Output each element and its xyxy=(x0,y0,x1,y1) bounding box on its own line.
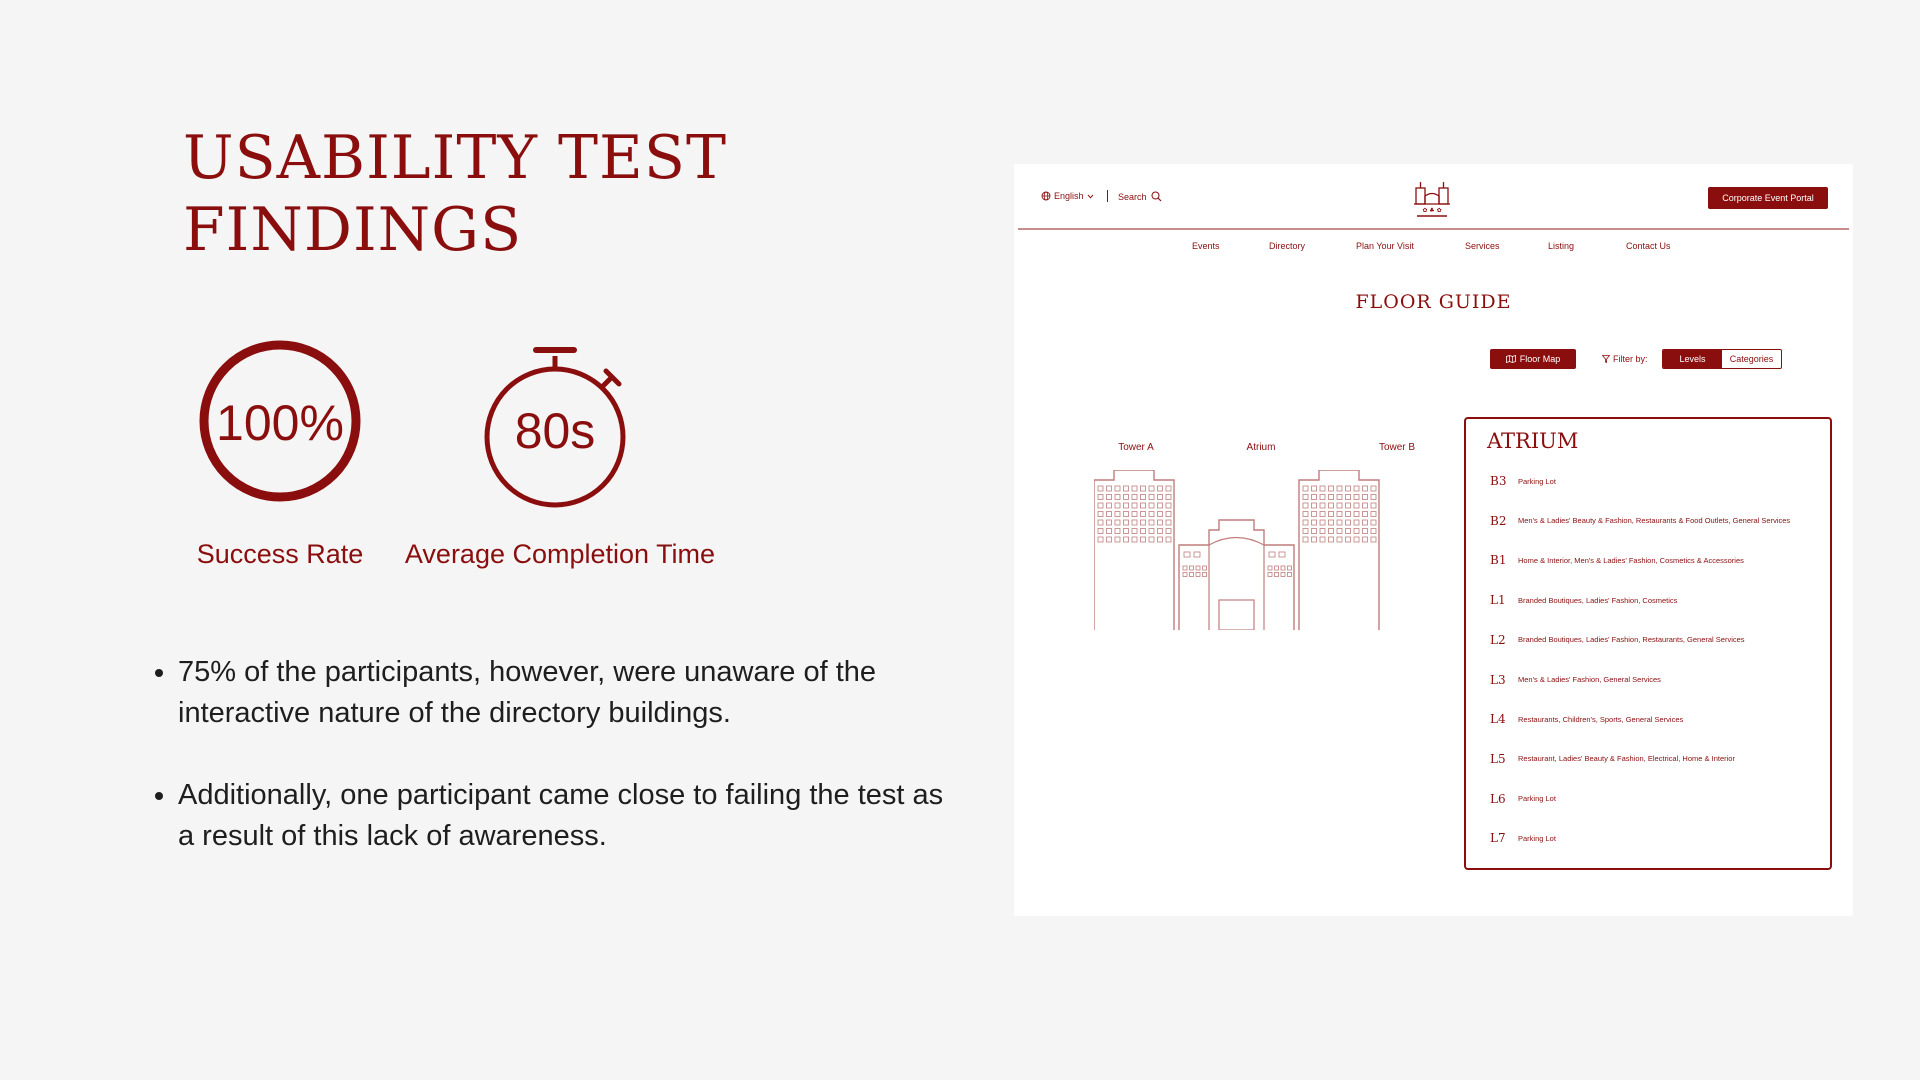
level-code: B2 xyxy=(1490,513,1507,528)
nav-item-contact-us[interactable]: Contact Us xyxy=(1626,241,1671,251)
level-code: L2 xyxy=(1490,632,1506,647)
search-trigger[interactable] xyxy=(1118,191,1162,202)
globe-icon xyxy=(1041,191,1051,201)
filter-icon xyxy=(1602,355,1610,363)
level-code: B1 xyxy=(1490,553,1507,568)
completion-time-label: Average Completion Time xyxy=(404,539,716,569)
nav-item-plan-your-visit[interactable]: Plan Your Visit xyxy=(1356,241,1414,251)
language-selector[interactable] xyxy=(1041,191,1094,201)
filter-label-text: Filter by: xyxy=(1613,354,1648,364)
corporate-event-portal-button[interactable]: Corporate Event Portal xyxy=(1708,187,1828,209)
filter-option-levels[interactable]: Levels xyxy=(1663,350,1722,368)
level-row[interactable] xyxy=(1490,712,1810,726)
level-code: L7 xyxy=(1490,831,1506,846)
atrium-building[interactable] xyxy=(1179,520,1294,630)
level-code: L4 xyxy=(1490,712,1506,727)
tower-b-building[interactable] xyxy=(1299,470,1379,630)
level-description: Parking Lot xyxy=(1518,794,1556,804)
header-rule xyxy=(1018,228,1849,230)
level-description: Restaurant, Ladies' Beauty & Fashion, Electrical, Home & Interior xyxy=(1518,754,1735,764)
success-rate-label: Success Rate xyxy=(196,539,364,569)
level-row[interactable] xyxy=(1490,553,1810,567)
tower-a-building[interactable] xyxy=(1094,470,1174,630)
finding-item: • 75% of the participants, however, were unaware of the interactive nature of the directory buildings. xyxy=(178,652,958,734)
level-code: L1 xyxy=(1490,593,1506,608)
filter-toggle xyxy=(1662,349,1782,369)
level-description: Parking Lot xyxy=(1518,833,1556,843)
filter-option-categories[interactable]: Categories xyxy=(1729,354,1774,364)
level-row[interactable] xyxy=(1490,792,1810,806)
level-row[interactable] xyxy=(1490,831,1810,845)
level-row[interactable] xyxy=(1490,474,1810,488)
nav-item-events[interactable]: Events xyxy=(1192,241,1220,251)
level-row[interactable] xyxy=(1490,673,1810,687)
level-row[interactable] xyxy=(1490,593,1810,607)
filter-label xyxy=(1602,354,1648,364)
tower-a-label: Tower A xyxy=(1118,442,1154,453)
level-code: L6 xyxy=(1490,791,1506,806)
panel-title: ATRIUM xyxy=(1487,429,1579,453)
svg-text:✿ ♣ ✿: ✿ ♣ ✿ xyxy=(1422,207,1442,214)
level-description: Men's & Ladies' Fashion, General Services xyxy=(1518,675,1661,684)
header-divider xyxy=(1107,190,1108,202)
level-code: L5 xyxy=(1490,751,1506,766)
completion-time-value: 80s xyxy=(514,403,596,459)
level-row[interactable] xyxy=(1490,633,1810,647)
nav-item-directory[interactable]: Directory xyxy=(1269,241,1306,251)
finding-item: • Additionally, one participant came close to failing the test as a result of this lack of awareness. xyxy=(178,775,958,857)
floor-map-button[interactable] xyxy=(1490,349,1576,369)
floor-guide-title: FLOOR GUIDE xyxy=(1355,291,1512,313)
findings-list xyxy=(144,652,958,898)
chevron-down-icon xyxy=(1087,194,1094,199)
buildings-illustration xyxy=(1094,470,1454,630)
level-description: Restaurants, Children's, Sports, General Services xyxy=(1518,714,1684,724)
level-code: B3 xyxy=(1490,474,1507,488)
nav-item-services[interactable]: Services xyxy=(1465,241,1500,251)
level-description: Parking Lot xyxy=(1518,476,1556,486)
level-description: Home & Interior, Men's & Ladies' Fashion, Cosmetics & Accessories xyxy=(1518,555,1744,565)
language-label: English xyxy=(1054,191,1084,201)
search-icon xyxy=(1151,191,1162,202)
slide-title xyxy=(183,122,727,266)
search-label: Search xyxy=(1118,191,1147,202)
atrium-label: Atrium xyxy=(1246,442,1276,453)
nav-item-listing[interactable]: Listing xyxy=(1548,241,1575,251)
level-row[interactable] xyxy=(1490,514,1810,528)
slide-title-line-2: FINDINGS xyxy=(183,195,523,265)
atrium-level-panel xyxy=(1464,417,1832,870)
level-code: L3 xyxy=(1490,672,1506,687)
level-description: Men's & Ladies' Beauty & Fashion, Restaurants & Food Outlets, General Services xyxy=(1518,516,1791,526)
level-description: Branded Boutiques, Ladies' Fashion, Cosmetics xyxy=(1518,595,1678,605)
level-row[interactable] xyxy=(1490,752,1810,766)
slide-title-line-1: USABILITY TEST xyxy=(183,123,727,193)
tower-b-label: Tower B xyxy=(1378,442,1416,453)
building-logo-icon[interactable] xyxy=(1411,178,1453,222)
floor-map-label: Floor Map xyxy=(1519,354,1561,364)
map-icon xyxy=(1506,355,1516,363)
success-rate-value: 100% xyxy=(216,395,344,451)
floor-guide-mockup xyxy=(1014,164,1853,916)
level-description: Branded Boutiques, Ladies' Fashion, Restaurants, General Services xyxy=(1518,635,1745,645)
